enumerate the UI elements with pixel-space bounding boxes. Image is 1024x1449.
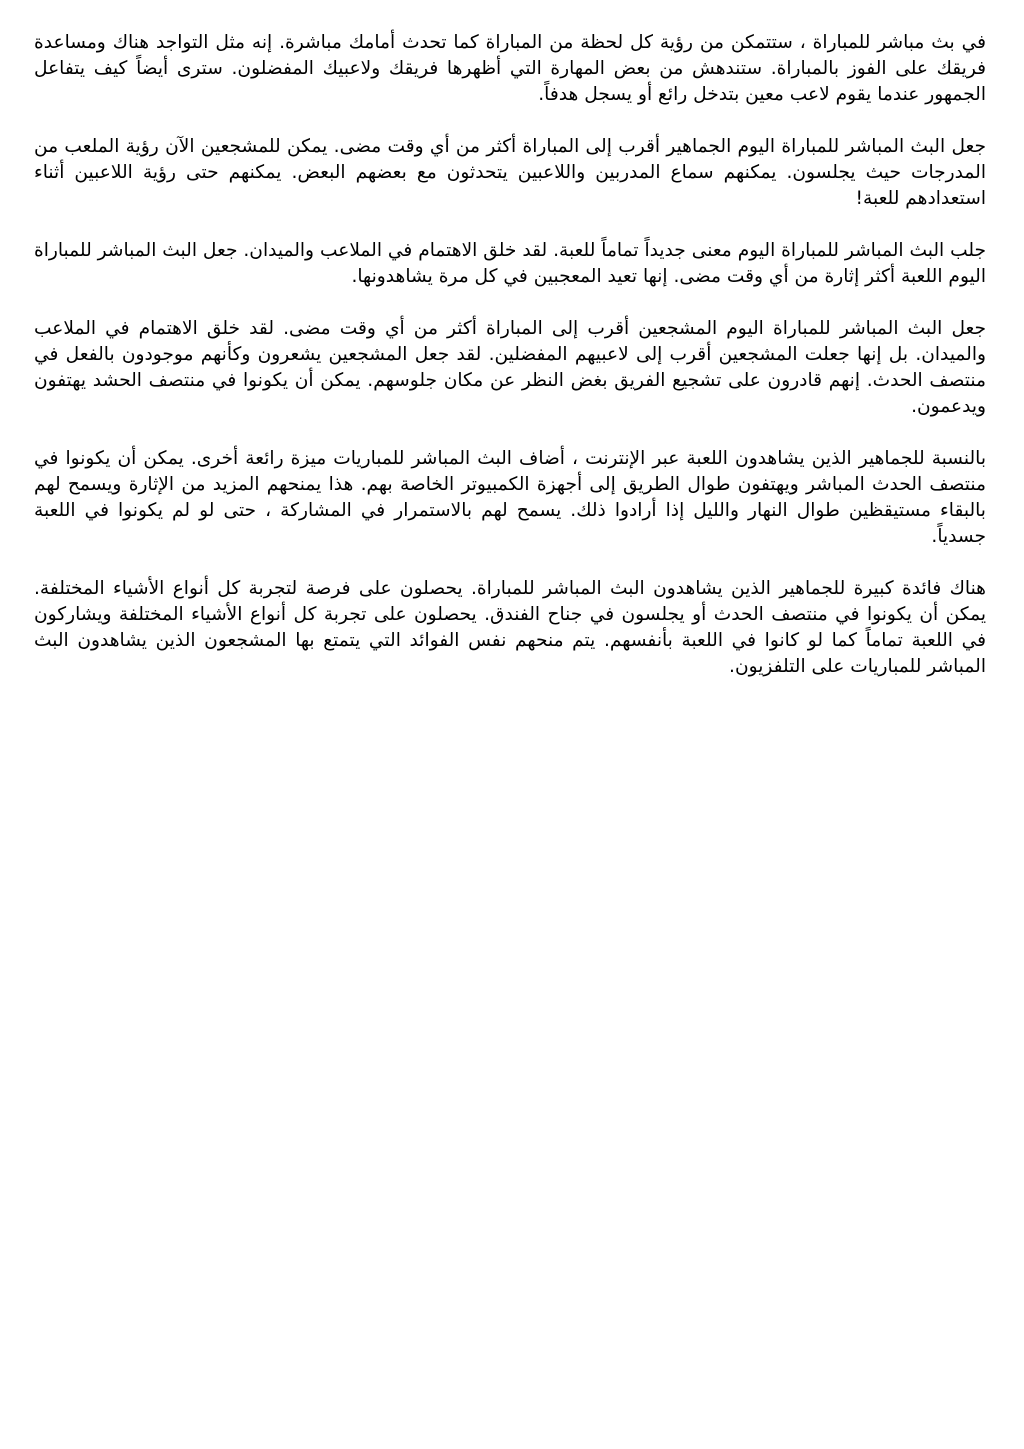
paragraph-5: بالنسبة للجماهير الذين يشاهدون اللعبة عبر الإنترنت ، أضاف البث المباشر للمباريات ميزة رائعة أخرى. يمكن أن يكونوا في منتصف الحدث المباشر ويهتفون طوال الطريق إلى أجهزة الكمبيوتر الخاصة بهم. هذا يمنحهم المزيد من الإثارة ويسمح لهم بالبقاء مستيقظين طوال النهار والليل إذا أرادوا ذلك. يسمح لهم بالاستمرار في المشاركة ، حتى لو لم يكونوا في اللعبة جسدياً. bbox=[34, 448, 986, 547]
paragraph-3: جلب البث المباشر للمباراة اليوم معنى جديداً تماماً للعبة. لقد خلق الاهتمام في الملاعب والميدان. جعل البث المباشر للمباراة اليوم اللعبة أكثر إثارة من أي وقت مضى. إنها تعيد المعجبين في كل مرة يشاهدونها. bbox=[34, 240, 986, 287]
paragraph-6: هناك فائدة كبيرة للجماهير الذين يشاهدون البث المباشر للمباراة. يحصلون على فرصة لتجربة كل أنواع الأشياء المختلفة. يمكن أن يكونوا في منتصف الحدث أو يجلسون في جناح الفندق. يحصلون على تجربة كل أنواع الأشياء المختلفة ويشاركون في اللعبة تماماً كما لو كانوا في اللعبة بأنفسهم. يتم منحهم نفس الفوائد التي يتمتع بها المشجعون الذين يشاهدون البث المباشر للمباريات على التلفزيون. bbox=[34, 578, 986, 677]
paragraph-4: جعل البث المباشر للمباراة اليوم المشجعين أقرب إلى المباراة أكثر من أي وقت مضى. لقد خلق الاهتمام في الملاعب والميدان. بل إنها جعلت المشجعين أقرب إلى لاعبيهم المفضلين. لقد جعل المشجعين يشعرون وكأنهم موجودون بالفعل في منتصف الحدث. إنهم قادرون على تشجيع الفريق بغض النظر عن مكان جلوسهم. يمكن أن يكونوا في منتصف الحشد يهتفون ويدعمون. bbox=[34, 318, 986, 417]
paragraph-2: جعل البث المباشر للمباراة اليوم الجماهير أقرب إلى المباراة أكثر من أي وقت مضى. يمكن للمشجعين الآن رؤية الملعب من المدرجات حيث يجلسون. يمكنهم سماع المدربين واللاعبين يتحدثون مع بعضهم البعض. يمكنهم حتى رؤية اللاعبين أثناء استعدادهم للعبة! bbox=[34, 136, 986, 209]
document-body bbox=[34, 30, 986, 706]
paragraph-1: في بث مباشر للمباراة ، ستتمكن من رؤية كل لحظة من المباراة كما تحدث أمامك مباشرة. إنه مثل التواجد هناك ومساعدة فريقك على الفوز بالمباراة. ستندهش من بعض المهارة التي أظهرها فريقك ولاعبيك المفضلون. سترى أيضاً كيف يتفاعل الجمهور عندما يقوم لاعب معين بتدخل رائع أو يسجل هدفاً. bbox=[34, 32, 986, 105]
